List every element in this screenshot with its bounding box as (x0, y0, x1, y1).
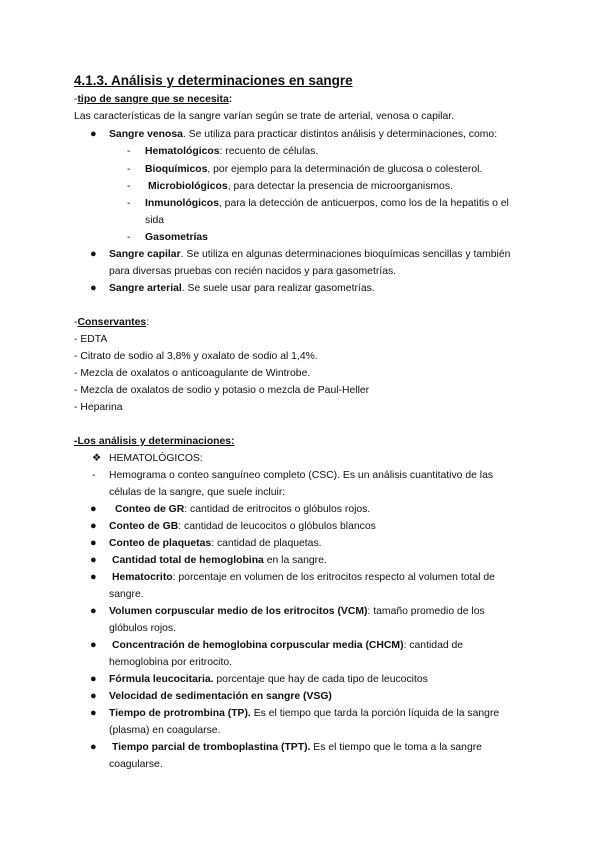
dash-icon: - (92, 470, 96, 481)
diamond-bullet-icon: ❖ (92, 453, 102, 464)
list-item-chcm-cont: hemoglobina por eritrocito. (109, 657, 233, 668)
list-item-chcm: Concentración de hemoglobina corpuscular media (CHCM): cantidad de (112, 640, 464, 651)
hematologicos-label: HEMATOLÓGICOS: (109, 453, 203, 464)
bullet-icon: ● (90, 605, 97, 617)
section-heading-conservantes: -Conservantes: (74, 317, 150, 328)
intro-text: Las características de la sangre varían según se trate de arterial, venosa o capilar. (74, 111, 455, 122)
sub-item-inmunologicos: Inmunológicos, para la detección de anticuerpos, como los de la hepatitis o el (145, 198, 509, 209)
list-item-conteo-gb: Conteo de GB: cantidad de leucocitos o glóbulos blancos (109, 521, 376, 532)
list-item-tpt: Tiempo parcial de tromboplastina (TPT). Es el tiempo que le toma a la sangre (112, 742, 482, 753)
sub-item-microbiologicos: Microbiológicos, para detectar la presencia de microorganismos. (148, 181, 453, 192)
list-item-venosa: Sangre venosa. Se utiliza para practicar distintos análisis y determinaciones, como: (109, 129, 498, 140)
bullet-icon: ● (90, 673, 97, 685)
sub-item-inmunologicos-cont: sida (145, 215, 165, 226)
dash-icon: - (127, 146, 131, 157)
list-item-arterial: Sangre arterial. Se suele usar para realizar gasometrías. (109, 283, 375, 294)
sub-item-gasometrias: Gasometrías (145, 232, 208, 243)
list-item: - EDTA (74, 334, 108, 345)
list-item-vsg: Velocidad de sedimentación en sangre (VSG) (109, 691, 332, 702)
list-item-vcm-cont: glóbulos rojos. (109, 623, 177, 634)
bullet-icon: ● (90, 520, 97, 532)
list-item-vcm: Volumen corpuscular medio de los eritrocitos (VCM): tamaño promedio de los (109, 606, 485, 617)
bullet-icon: ● (90, 707, 97, 719)
list-item-hematocrito: Hematocrito: porcentaje en volumen de los eritrocitos respecto al volumen total de (112, 572, 495, 583)
section-heading-tipo: -tipo de sangre que se necesita: (74, 94, 233, 105)
page-title: 4.1.3. Análisis y determinaciones en sangre (74, 73, 353, 88)
list-item-capilar: Sangre capilar. Se utiliza en algunas determinaciones bioquímicas sencillas y también (109, 249, 511, 260)
list-item-tpt-cont: coagularse. (109, 759, 163, 770)
list-item-formula-leucocitaria: Fórmula leucocitaria. porcentaje que hay de cada tipo de leucocitos (109, 674, 428, 685)
list-item: - Heparina (74, 402, 123, 413)
list-item-hematocrito-cont: sangre. (109, 589, 144, 600)
bullet-icon: ● (90, 554, 97, 566)
section-heading-analisis: -Los análisis y determinaciones: (74, 436, 235, 447)
list-item-conteo-plaquetas: Conteo de plaquetas: cantidad de plaquetas. (109, 538, 322, 549)
sub-item-bioquimicos: Bioquímicos, por ejemplo para la determinación de glucosa o colesterol. (145, 164, 483, 175)
bullet-icon: ● (90, 537, 97, 549)
dash-icon: - (127, 181, 131, 192)
sub-item-hematologicos: Hematológicos: recuento de células. (145, 146, 319, 157)
list-item: - Citrato de sodio al 3,8% y oxalato de sodio al 1,4%. (74, 351, 318, 362)
bullet-icon: ● (90, 571, 97, 583)
bullet-icon: ● (90, 639, 97, 651)
dash-icon: - (127, 198, 131, 209)
dash-icon: - (127, 164, 131, 175)
list-item-tp-cont: (plasma) en coagularse. (109, 725, 221, 736)
bullet-icon: ● (90, 128, 97, 140)
bullet-icon: ● (90, 282, 97, 294)
hemograma-text-cont: células de la sangre, que suele incluir: (109, 487, 286, 498)
bullet-icon: ● (90, 248, 97, 260)
bullet-icon: ● (90, 741, 97, 753)
bullet-icon: ● (90, 690, 97, 702)
list-item: - Mezcla de oxalatos o anticoagulante de Wintrobe. (74, 368, 311, 379)
bullet-icon: ● (90, 503, 97, 515)
list-item-tp: Tiempo de protrombina (TP). Es el tiempo que tarda la porción líquida de la sangre (109, 708, 500, 719)
list-item-capilar-cont: para diversas pruebas con recién nacidos y para gasometrías. (109, 266, 397, 277)
list-item-hemoglobina: Cantidad total de hemoglobina en la sangre. (112, 555, 327, 566)
list-item-conteo-gr: Conteo de GR: cantidad de eritrocitos o glóbulos rojos. (115, 504, 371, 515)
list-item: - Mezcla de oxalatos de sodio y potasio o mezcla de Paul-Heller (74, 385, 370, 396)
hemograma-text: Hemograma o conteo sanguíneo completo (CSC). Es un análisis cuantitativo de las (109, 470, 494, 481)
dash-icon: - (127, 232, 131, 243)
